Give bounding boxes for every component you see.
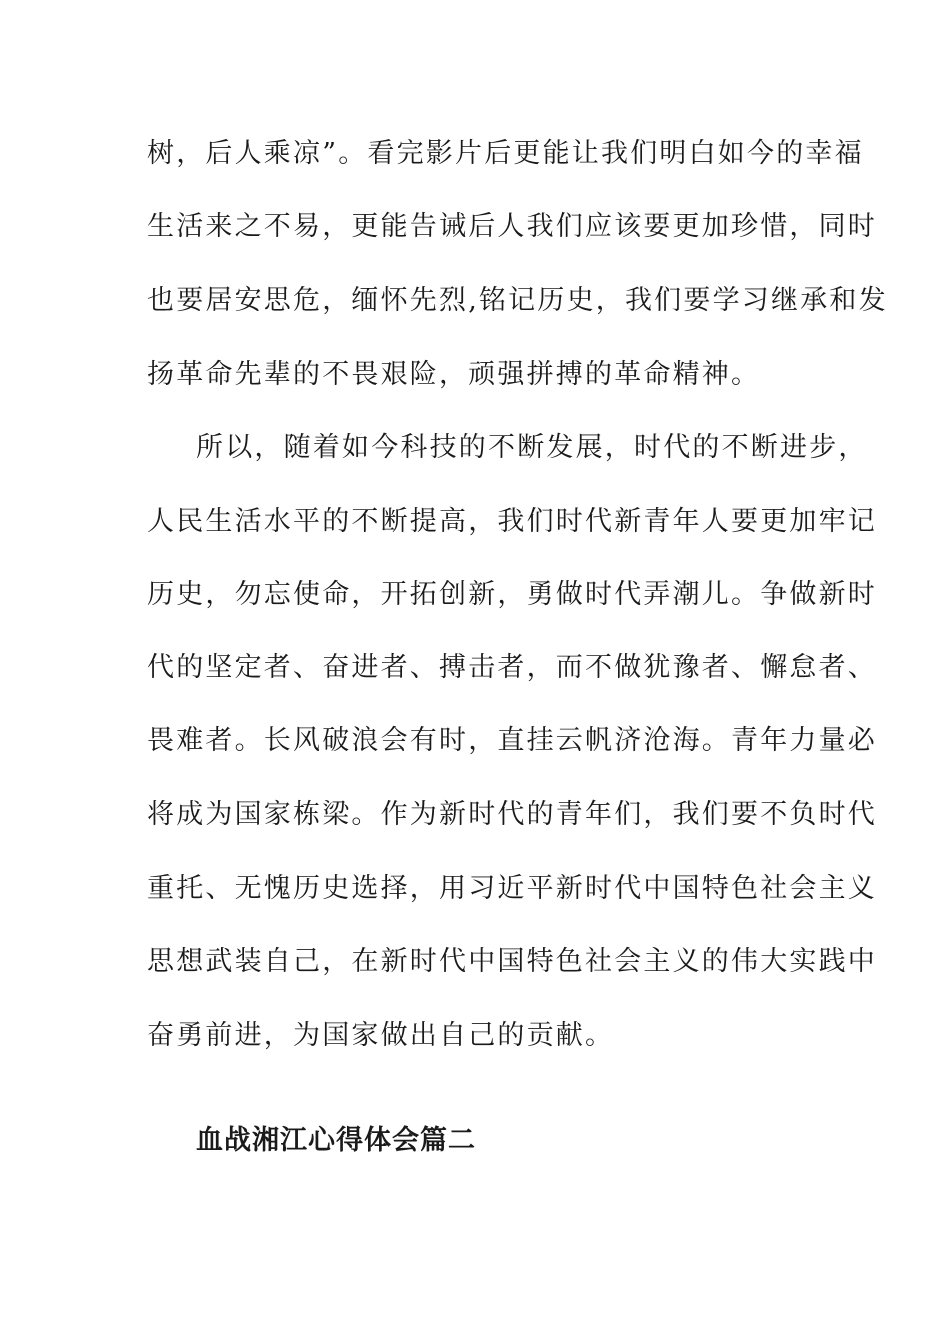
paragraph-line: 扬革命先辈的不畏艰险，顽强拼搏的革命精神。 — [147, 359, 761, 390]
paragraph-line: 生活来之不易，更能告诫后人我们应该要更加珍惜，同时 — [147, 211, 877, 242]
paragraph-line: 重托、无愧历史选择，用习近平新时代中国特色社会主义 — [147, 873, 877, 904]
paragraph-line: 思想武装自己，在新时代中国特色社会主义的伟大实践中 — [147, 946, 877, 977]
paragraph-line: 将成为国家栋梁。作为新时代的青年们，我们要不负时代 — [147, 799, 877, 830]
paragraph-line: 也要居安思危，缅怀先烈,铭记历史，我们要学习继承和发 — [147, 285, 888, 316]
paragraph-line: 人民生活水平的不断提高，我们时代新青年人要更加牢记 — [147, 506, 877, 537]
paragraph-line: 树，后人乘凉”。看完影片后更能让我们明白如今的幸福 — [147, 138, 864, 169]
paragraph-line: 历史，勿忘使命，开拓创新，勇做时代弄潮儿。争做新时 — [147, 579, 877, 610]
paragraph-line: 畏难者。长风破浪会有时，直挂云帆济沧海。青年力量必 — [147, 725, 877, 756]
paragraph-line: 所以，随着如今科技的不断发展，时代的不断进步， — [196, 432, 868, 463]
paragraph-line: 奋勇前进，为国家做出自己的贡献。 — [147, 1020, 615, 1051]
paragraph-line: 代的坚定者、奋进者、搏击者，而不做犹豫者、懈怠者、 — [147, 652, 877, 683]
section-heading: 血战湘江心得体会篇二 — [196, 1125, 476, 1156]
